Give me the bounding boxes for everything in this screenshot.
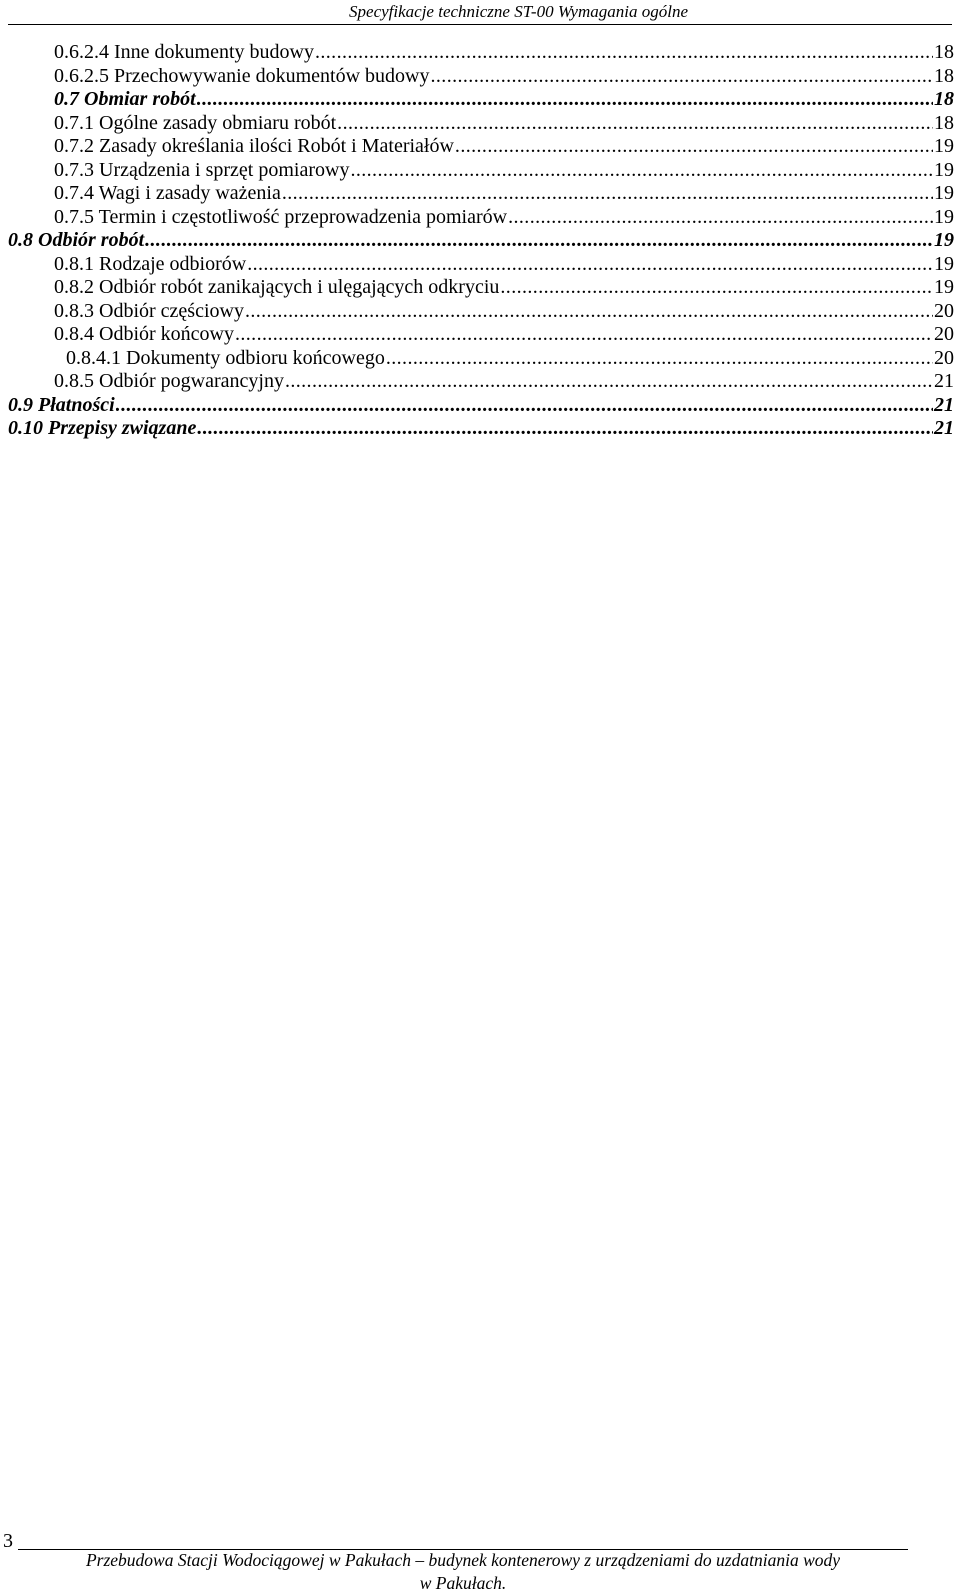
footer-line-1: Przebudowa Stacji Wodociągowej w Pakułach – budynek kontenerowy z urządzeniami do uzdatniania wody <box>85 1550 841 1570</box>
toc-leader-dots <box>431 65 934 89</box>
toc-entry[interactable] <box>8 112 954 136</box>
toc-entry-title: 0.10 Przepisy związane <box>8 417 197 439</box>
page-number: 3 <box>3 1530 13 1552</box>
toc-entry-page: 19 <box>934 252 954 275</box>
toc-leader-dots <box>337 112 933 136</box>
toc-entry-title: 0.7.2 Zasady określania ilości Robót i Materiałów <box>54 135 454 157</box>
toc-entry-title: 0.7.4 Wagi i zasady ważenia <box>54 182 281 204</box>
toc-entry[interactable] <box>8 370 954 394</box>
toc-entry-title: 0.8 Odbiór robót <box>8 229 145 251</box>
toc-entry[interactable] <box>8 394 954 418</box>
toc-entry-page: 19 <box>934 205 954 228</box>
toc-entry[interactable] <box>8 135 954 159</box>
toc-entry-page: 19 <box>934 158 954 181</box>
toc-entry-page: 18 <box>934 88 954 110</box>
toc-leader-dots <box>455 135 933 159</box>
toc-entry[interactable] <box>8 88 954 112</box>
toc-entry-page: 19 <box>934 276 954 298</box>
toc-entry-page: 18 <box>934 64 954 87</box>
toc-entry-page: 20 <box>934 299 954 322</box>
toc-entry[interactable] <box>8 323 954 347</box>
toc-entry-page: 20 <box>934 346 954 369</box>
toc-entry-title: 0.6.2.4 Inne dokumenty budowy <box>54 41 314 63</box>
page-header-title: Specyfikacje techniczne ST-00 Wymagania ogólne <box>349 2 688 21</box>
toc-entry-title: 0.8.4.1 Dokumenty odbioru końcowego <box>66 346 385 369</box>
toc-entry-page: 18 <box>934 41 954 63</box>
toc-entry-title: 0.8.5 Odbiór pogwarancyjny <box>54 370 284 392</box>
toc-entry-page: 21 <box>934 417 954 439</box>
toc-leader-dots <box>145 229 933 253</box>
toc-leader-dots <box>285 370 933 394</box>
toc-entry-page: 20 <box>934 323 954 345</box>
toc-entry[interactable] <box>8 206 954 230</box>
toc-entry-page: 19 <box>934 182 954 204</box>
toc-entry-page: 21 <box>934 393 954 416</box>
toc-entry[interactable] <box>8 300 954 324</box>
toc-entry-page: 19 <box>934 135 954 157</box>
toc-entry-title: 0.8.4 Odbiór końcowy <box>54 323 234 345</box>
toc-leader-dots <box>235 323 933 347</box>
toc-entry[interactable] <box>8 65 954 89</box>
toc-entry-title: 0.7 Obmiar robót <box>54 88 196 110</box>
toc-leader-dots <box>245 300 933 324</box>
toc-leader-dots <box>197 88 933 112</box>
table-of-contents <box>8 41 954 441</box>
toc-entry[interactable] <box>8 41 954 65</box>
page-footer <box>18 1549 908 1595</box>
toc-entry[interactable] <box>8 253 954 277</box>
toc-leader-dots <box>386 347 933 371</box>
toc-entry-title: 0.7.5 Termin i częstotliwość przeprowadzenia pomiarów <box>54 205 508 228</box>
toc-entry[interactable] <box>8 159 954 183</box>
toc-entry-title: 0.7.1 Ogólne zasady obmiaru robót <box>54 111 337 134</box>
toc-leader-dots <box>116 394 933 418</box>
toc-leader-dots <box>508 206 933 230</box>
toc-entry-title: 0.8.2 Odbiór robót zanikających i ulęgających odkryciu <box>54 276 500 298</box>
toc-leader-dots <box>500 276 933 300</box>
toc-entry[interactable] <box>8 417 954 441</box>
toc-leader-dots <box>247 253 933 277</box>
toc-leader-dots <box>350 159 933 183</box>
toc-leader-dots <box>315 41 933 65</box>
toc-entry-title: 0.7.3 Urządzenia i sprzęt pomiarowy <box>54 158 350 181</box>
toc-leader-dots <box>282 182 933 206</box>
toc-entry-page: 19 <box>934 229 954 251</box>
toc-entry[interactable] <box>8 347 954 371</box>
toc-leader-dots <box>197 417 933 441</box>
toc-entry[interactable] <box>8 229 954 253</box>
toc-entry-title: 0.6.2.5 Przechowywanie dokumentów budowy <box>54 64 430 87</box>
toc-entry-title: 0.9 Płatności <box>8 393 115 416</box>
toc-entry[interactable] <box>8 276 954 300</box>
toc-entry[interactable] <box>8 182 954 206</box>
header-divider <box>8 24 952 25</box>
toc-entry-title: 0.8.3 Odbiór częściowy <box>54 299 244 322</box>
toc-entry-title: 0.8.1 Rodzaje odbiorów <box>54 252 247 275</box>
footer-line-2: w Pakułach. <box>419 1573 507 1593</box>
toc-entry-page: 21 <box>934 370 954 392</box>
toc-entry-page: 18 <box>934 111 954 134</box>
